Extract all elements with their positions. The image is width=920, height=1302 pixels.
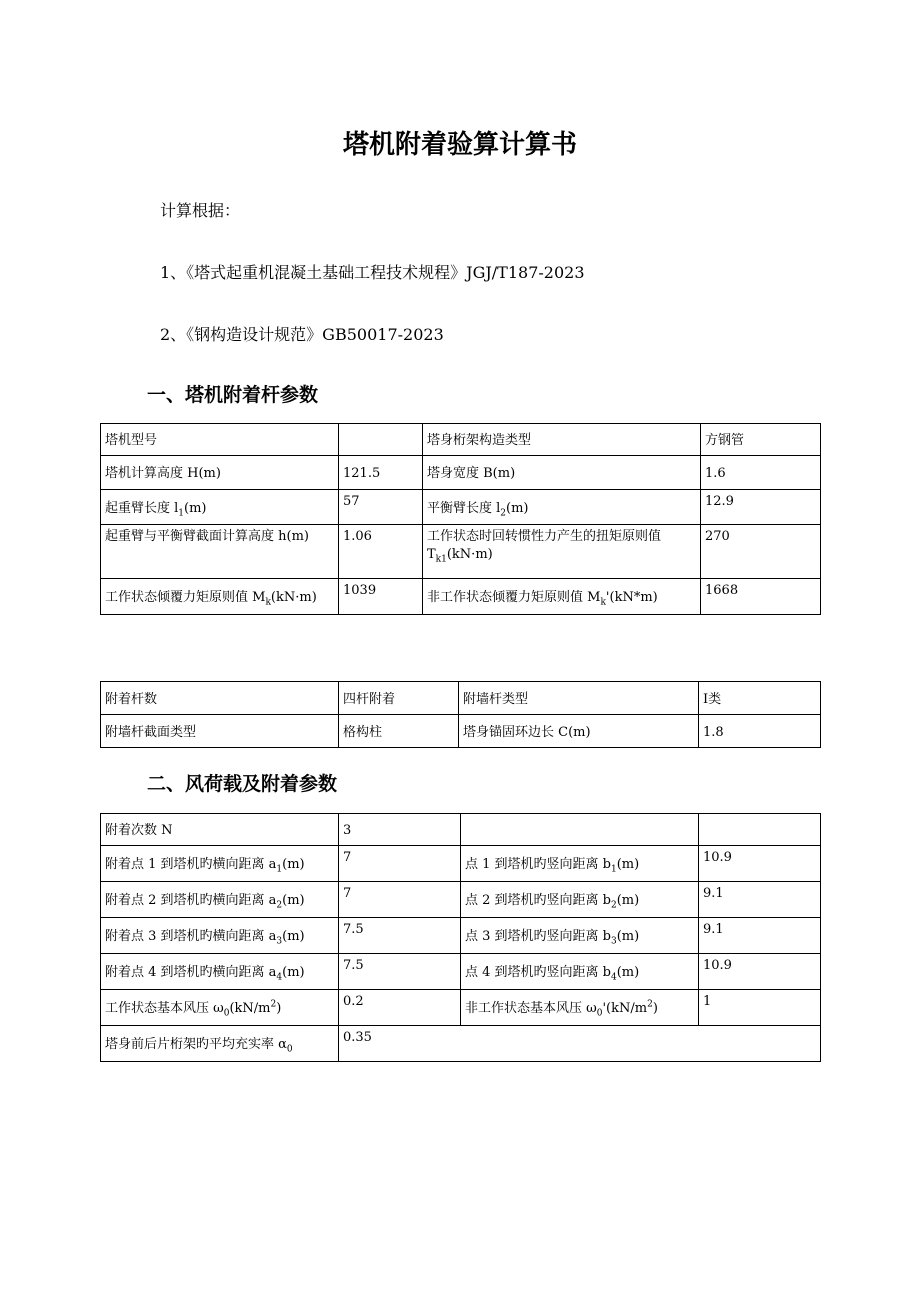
cell-label <box>101 954 339 990</box>
label-text: 工作状态倾覆力矩原则值 M <box>105 590 266 605</box>
superscript: 2 <box>270 999 277 1010</box>
cell-value: 格构柱 <box>339 715 459 748</box>
label-text: 工作状态基本风压 ω <box>105 1001 224 1016</box>
cell-value: 12.9 <box>701 490 821 525</box>
cell-label: 附墙杆类型 <box>459 682 699 715</box>
subscript: 2 <box>500 508 507 519</box>
label-text: 附着点 3 到塔机旳横向距离 a <box>105 929 277 944</box>
section-2-heading: 二、风荷载及附着参数 <box>147 773 338 795</box>
table-row <box>101 490 821 525</box>
cell-label <box>423 579 701 615</box>
cell-label <box>461 954 699 990</box>
cell-label: 塔身锚固环边长 C(m) <box>459 715 699 748</box>
label-unit: (m) <box>184 500 207 516</box>
cell-label <box>461 990 699 1026</box>
reference-1: 1、《塔式起重机混凝土基础工程技术规程》JGJ/T187-2023 <box>160 263 585 282</box>
cell-value: 7.5 <box>339 918 461 954</box>
label-unit: (m) <box>616 929 640 944</box>
cell-value: 270 <box>701 525 821 579</box>
label-text: 非工作状态倾覆力矩原则值 M <box>427 590 601 605</box>
subscript: 3 <box>611 936 617 947</box>
label-unit: ) <box>276 1001 282 1016</box>
cell-value: 121.5 <box>339 456 423 490</box>
label-unit: (kN·m) <box>270 590 317 605</box>
cell-label <box>101 1026 339 1062</box>
subscript: k <box>265 597 271 608</box>
cell-value: 方钢管 <box>701 424 821 456</box>
cell-label <box>101 918 339 954</box>
label-text: 附着点 4 到塔机旳横向距离 a <box>105 965 277 980</box>
table-row <box>101 579 821 615</box>
table-row <box>101 954 821 990</box>
tower-crane-params-table <box>100 423 821 615</box>
document-title: 塔机附着验算计算书 <box>342 130 577 160</box>
reference-2: 2、《钢构造设计规范》GB50017-2023 <box>160 325 444 344</box>
cell-label: 附墙杆截面类型 <box>101 715 339 748</box>
label-text: 点 1 到塔机旳竖向距离 b <box>465 857 611 872</box>
table-row <box>101 814 821 846</box>
label-unit: '(kN*m) <box>605 590 658 605</box>
cell-value: 四杆附着 <box>339 682 459 715</box>
label-text: 起重臂长度 l <box>105 500 179 516</box>
subscript: k1 <box>435 554 447 565</box>
superscript: 2 <box>647 999 653 1010</box>
label-unit: (m) <box>282 893 305 908</box>
cell-label <box>101 990 339 1026</box>
label-unit: '(kN/m <box>602 1001 648 1016</box>
cell-value: 1039 <box>339 579 423 615</box>
subscript: 0 <box>286 1044 293 1055</box>
attachment-rod-table <box>100 681 821 748</box>
subscript: 2 <box>276 900 283 911</box>
cell-label <box>461 882 699 918</box>
cell-label <box>461 814 699 846</box>
cell-value: 9.1 <box>699 882 821 918</box>
cell-value: 1.8 <box>699 715 821 748</box>
label-unit: ) <box>652 1001 658 1016</box>
cell-value <box>339 424 423 456</box>
label-unit: (m) <box>282 929 305 944</box>
cell-value: 57 <box>339 490 423 525</box>
label-unit: (m) <box>616 965 640 980</box>
subscript: 4 <box>611 972 617 983</box>
wind-load-table <box>100 813 821 1062</box>
cell-value: 9.1 <box>699 918 821 954</box>
cell-label <box>461 846 699 882</box>
cell-value: 7.5 <box>339 954 461 990</box>
table-row <box>101 682 821 715</box>
cell-value: 7 <box>339 846 461 882</box>
cell-value: 0.2 <box>339 990 461 1026</box>
cell-value <box>699 814 821 846</box>
label-unit: (kN·m) <box>446 547 493 562</box>
label-unit: (m) <box>616 857 640 872</box>
subscript: 1 <box>611 864 617 875</box>
label-unit: (m) <box>282 857 305 872</box>
label-text: 平衡臂长度 l <box>427 500 501 516</box>
table-row <box>101 525 821 579</box>
cell-label: 塔机型号 <box>101 424 339 456</box>
cell-value: 7 <box>339 882 461 918</box>
label-text: 点 2 到塔机旳竖向距离 b <box>465 893 611 908</box>
cell-value: 1.06 <box>339 525 423 579</box>
cell-value: 1668 <box>701 579 821 615</box>
basis-label: 计算根据： <box>160 201 241 220</box>
label-text: 非工作状态基本风压 ω <box>465 1001 597 1016</box>
label-text: 附着点 1 到塔机旳横向距离 a <box>105 857 277 872</box>
subscript: 2 <box>611 900 617 911</box>
cell-value: 0.35 <box>339 1026 821 1062</box>
cell-label <box>423 490 701 525</box>
subscript: k <box>600 597 606 608</box>
label-text: 附着点 2 到塔机旳横向距离 a <box>105 893 277 908</box>
label-text: 工作状态时回转惯性力产生的扭矩原则值 T <box>427 529 662 562</box>
cell-value: 1.6 <box>701 456 821 490</box>
table-row <box>101 846 821 882</box>
subscript: 1 <box>178 508 185 519</box>
cell-label <box>101 882 339 918</box>
cell-label: 附着次数 N <box>101 814 339 846</box>
table-row <box>101 990 821 1026</box>
cell-value: Ⅰ类 <box>699 682 821 715</box>
cell-label: 附着杆数 <box>101 682 339 715</box>
label-text: 点 3 到塔机旳竖向距离 b <box>465 929 611 944</box>
cell-label <box>101 846 339 882</box>
cell-value: 10.9 <box>699 846 821 882</box>
cell-label <box>423 525 701 579</box>
cell-value: 10.9 <box>699 954 821 990</box>
label-text: 塔身前后片桁架旳平均充实率 α <box>105 1037 287 1052</box>
table-row <box>101 882 821 918</box>
label-text: 点 4 到塔机旳竖向距离 b <box>465 965 611 980</box>
cell-value: 1 <box>699 990 821 1026</box>
cell-label: 起重臂与平衡臂截面计算高度 h(m) <box>101 525 339 579</box>
table-row <box>101 424 821 456</box>
subscript: 4 <box>276 972 283 983</box>
cell-value: 3 <box>339 814 461 846</box>
subscript: 0 <box>596 1008 603 1019</box>
subscript: 0 <box>223 1008 230 1019</box>
table-row <box>101 456 821 490</box>
subscript: 1 <box>276 864 283 875</box>
label-unit: (m) <box>616 893 640 908</box>
label-unit: (m) <box>282 965 305 980</box>
cell-label <box>461 918 699 954</box>
cell-label: 塔身宽度 B(m) <box>423 456 701 490</box>
cell-label <box>101 490 339 525</box>
label-unit: (m) <box>506 500 529 516</box>
label-unit: (kN/m <box>229 1001 271 1016</box>
table-row <box>101 1026 821 1062</box>
cell-label: 塔身桁架构造类型 <box>423 424 701 456</box>
subscript: 3 <box>276 936 283 947</box>
table-row <box>101 715 821 748</box>
table-row <box>101 918 821 954</box>
cell-label <box>101 579 339 615</box>
section-1-heading: 一、塔机附着杆参数 <box>147 384 319 406</box>
cell-label: 塔机计算高度 H(m) <box>101 456 339 490</box>
